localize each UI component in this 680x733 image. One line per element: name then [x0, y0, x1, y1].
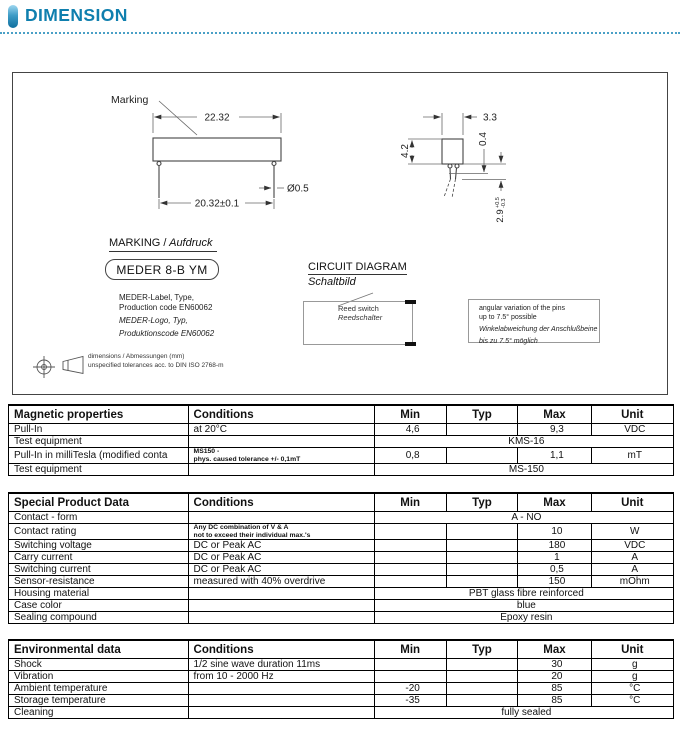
spec-table [8, 404, 674, 476]
min-header-cell: Min [374, 493, 446, 512]
cell-parameter-label: Test equipment [9, 464, 189, 476]
front-view [153, 138, 281, 198]
cell-parameter-label: Pull-In in milliTesla (modified conta [9, 448, 189, 464]
cell-conditions: DC or Peak AC [188, 540, 374, 552]
cell-parameter-label: Cleaning [9, 707, 189, 719]
table-row [9, 576, 674, 588]
table-row [9, 512, 674, 524]
table-row [9, 540, 674, 552]
cell-conditions: from 10 - 2000 Hz [188, 671, 374, 683]
cell-conditions [188, 588, 374, 600]
circuit-diagram-title [308, 261, 407, 288]
cell-typ [446, 671, 518, 683]
table-title-cell: Special Product Data [9, 493, 189, 512]
cell-parameter-label: Vibration [9, 671, 189, 683]
reed-switch-label [338, 304, 382, 322]
cell-max: 30 [518, 659, 591, 671]
table-row [9, 659, 674, 671]
cell-typ [446, 540, 518, 552]
part-marking-badge: MEDER 8-B YM [105, 259, 219, 280]
marking-label-line4: Produktionscode EN60062 [119, 329, 215, 338]
max-header-cell: Max [518, 493, 591, 512]
table-row [9, 695, 674, 707]
table-row [9, 683, 674, 695]
table-row [9, 600, 674, 612]
footnote-line1: dimensions / Abmessungen (mm) [88, 353, 185, 360]
cell-max: 20 [518, 671, 591, 683]
conditions-header-cell: Conditions [188, 493, 374, 512]
cell-parameter-label: Housing material [9, 588, 189, 600]
special-product-data-table [8, 492, 674, 624]
cell-max: 150 [518, 576, 591, 588]
cell-conditions: DC or Peak AC [188, 564, 374, 576]
unit-header-cell: Unit [591, 493, 674, 512]
marking-description [119, 293, 214, 339]
min-header-cell: Min [374, 405, 446, 424]
cell-unit: VDC [591, 424, 674, 436]
cell-typ [446, 659, 518, 671]
table-header-row [9, 405, 674, 424]
cell-parameter-label: Contact - form [9, 512, 189, 524]
cell-typ [446, 424, 518, 436]
cell-typ [446, 552, 518, 564]
cell-unit: °C [591, 695, 674, 707]
typ-header-cell: Typ [446, 493, 518, 512]
cell-parameter-label: Switching current [9, 564, 189, 576]
cell-max: 1,1 [518, 448, 591, 464]
cell-conditions [188, 707, 374, 719]
max-header-cell: Max [518, 640, 591, 659]
cell-max: 180 [518, 540, 591, 552]
cell-unit: VDC [591, 540, 674, 552]
table-row [9, 448, 674, 464]
table-row [9, 424, 674, 436]
circuit-title-en: CIRCUIT DIAGRAM [308, 261, 407, 273]
reed-switch-label-de: Reedschalter [338, 313, 383, 322]
dim-lead-spacing: 20.32±0.1 [194, 198, 240, 210]
dim-lead-tol-minus: -0.3 [501, 198, 507, 208]
conditions-line: Any DC combination of V & A [193, 524, 289, 532]
footnote-line2: unspecified tolerances acc. to DIN ISO 2768-m [88, 362, 224, 369]
cell-parameter-label: Shock [9, 659, 189, 671]
cell-parameter-label: Pull-In [9, 424, 189, 436]
dim-lead-length-group [495, 197, 507, 222]
cell-typ [446, 564, 518, 576]
note-line3: Winkelabweichung der Anschlußbeine [479, 326, 598, 333]
cell-conditions: at 20°C [188, 424, 374, 436]
cell-unit: °C [591, 683, 674, 695]
cell-typ [446, 576, 518, 588]
cell-parameter-label: Case color [9, 600, 189, 612]
cell-parameter-label: Storage temperature [9, 695, 189, 707]
marking-title-en: MARKING / [109, 237, 167, 249]
cell-span-value: MS-150 [374, 464, 673, 476]
cell-conditions [188, 695, 374, 707]
marking-label-line2: Production code EN60062 [119, 303, 213, 312]
cell-conditions [188, 448, 374, 464]
cell-conditions: DC or Peak AC [188, 552, 374, 564]
table-title-cell: Environmental data [9, 640, 189, 659]
angular-variation-note [468, 299, 600, 343]
tolerance-footnote [88, 352, 223, 370]
conditions-header-cell: Conditions [188, 640, 374, 659]
cell-conditions [188, 464, 374, 476]
note-line1: angular variation of the pins [479, 305, 565, 312]
cell-min [374, 564, 446, 576]
cell-unit: A [591, 552, 674, 564]
conditions-line: phys. caused tolerance +/- 0,1mT [193, 455, 301, 463]
cell-span-value: PBT glass fibre reinforced [374, 588, 673, 600]
marking-title-de: Aufdruck [166, 237, 213, 249]
projection-symbol-icon [33, 356, 83, 378]
spec-table [8, 639, 674, 719]
page-title: DIMENSION [25, 5, 128, 25]
cell-max: 85 [518, 695, 591, 707]
cell-min: 0,8 [374, 448, 446, 464]
environmental-data-table [8, 639, 674, 719]
dim-lead-tol-plus: +0.5 [495, 197, 501, 208]
cell-min [374, 671, 446, 683]
table-header-row [9, 640, 674, 659]
max-header-cell: Max [518, 405, 591, 424]
spec-table [8, 492, 674, 624]
table-row [9, 436, 674, 448]
table-row [9, 564, 674, 576]
conditions-line: not to exceed their individual max.'s [193, 531, 311, 539]
table-row [9, 671, 674, 683]
side-view [442, 139, 463, 198]
cell-parameter-label: Carry current [9, 552, 189, 564]
dim-lead-diameter: Ø0.5 [287, 183, 309, 195]
cell-span-value: blue [374, 600, 673, 612]
cell-max: 1 [518, 552, 591, 564]
magnetic-properties-table [8, 404, 674, 476]
marking-label-line3: MEDER-Logo, Typ, [119, 316, 188, 325]
unit-header-cell: Unit [591, 640, 674, 659]
cell-conditions [188, 683, 374, 695]
cell-typ [446, 695, 518, 707]
cell-min [374, 659, 446, 671]
section-pill-icon [8, 5, 18, 28]
dim-body-length: 22.32 [204, 112, 230, 124]
cell-parameter-label: Contact rating [9, 524, 189, 540]
conditions-header-cell: Conditions [188, 405, 374, 424]
cell-unit: g [591, 659, 674, 671]
marking-section-title [109, 237, 217, 252]
cell-unit: mT [591, 448, 674, 464]
cell-span-value: Epoxy resin [374, 612, 673, 624]
marking-callout-label: Marking [111, 94, 149, 106]
cell-span-value: fully sealed [374, 707, 673, 719]
cell-unit: W [591, 524, 674, 540]
cell-span-value: KMS-16 [374, 436, 673, 448]
note-line2: up to 7.5° possible [479, 314, 537, 321]
cell-min [374, 552, 446, 564]
cell-conditions [188, 436, 374, 448]
cell-parameter-label: Sealing compound [9, 612, 189, 624]
typ-header-cell: Typ [446, 640, 518, 659]
cell-typ [446, 448, 518, 464]
marking-label-line1: MEDER-Label, Type, [119, 293, 194, 302]
cell-conditions [188, 524, 374, 540]
cell-max: 0,5 [518, 564, 591, 576]
cell-unit: mOhm [591, 576, 674, 588]
table-row [9, 588, 674, 600]
cell-parameter-label: Test equipment [9, 436, 189, 448]
dim-lead-offset: 0.4 [478, 132, 489, 146]
min-header-cell: Min [374, 640, 446, 659]
cell-parameter-label: Switching voltage [9, 540, 189, 552]
table-row [9, 612, 674, 624]
cell-min: -20 [374, 683, 446, 695]
cell-min [374, 524, 446, 540]
cell-parameter-label: Sensor-resistance [9, 576, 189, 588]
cell-span-value: A - NO [374, 512, 673, 524]
table-row [9, 464, 674, 476]
dotted-divider [0, 32, 680, 34]
cell-min [374, 540, 446, 552]
dimension-drawing-box [12, 72, 668, 395]
cell-unit: A [591, 564, 674, 576]
dim-body-height: 4.2 [400, 144, 411, 158]
conditions-line: MS150 - [193, 448, 220, 456]
cell-max: 10 [518, 524, 591, 540]
terminal-mark-bottom [405, 342, 416, 346]
typ-header-cell: Typ [446, 405, 518, 424]
table-title-cell: Magnetic properties [9, 405, 189, 424]
cell-conditions [188, 600, 374, 612]
circuit-diagram-box [303, 301, 413, 345]
cell-typ [446, 524, 518, 540]
cell-conditions [188, 512, 374, 524]
cell-conditions [188, 612, 374, 624]
dim-body-width: 3.3 [483, 112, 497, 124]
cell-min: -35 [374, 695, 446, 707]
circuit-title-de: Schaltbild [308, 276, 356, 288]
unit-header-cell: Unit [591, 405, 674, 424]
cell-conditions: 1/2 sine wave duration 11ms [188, 659, 374, 671]
table-row [9, 552, 674, 564]
cell-min: 4,6 [374, 424, 446, 436]
terminal-mark-top [405, 300, 416, 304]
table-row [9, 707, 674, 719]
cell-max: 9,3 [518, 424, 591, 436]
reed-switch-label-en: Reed switch [338, 304, 379, 313]
cell-parameter-label: Ambient temperature [9, 683, 189, 695]
note-line4: bis zu 7.5° möglich [479, 338, 538, 345]
table-header-row [9, 493, 674, 512]
cell-max: 85 [518, 683, 591, 695]
cell-conditions: measured with 40% overdrive [188, 576, 374, 588]
table-row [9, 524, 674, 540]
dim-lead-length: 2.9 [495, 209, 506, 223]
cell-min [374, 576, 446, 588]
cell-typ [446, 683, 518, 695]
cell-unit: g [591, 671, 674, 683]
